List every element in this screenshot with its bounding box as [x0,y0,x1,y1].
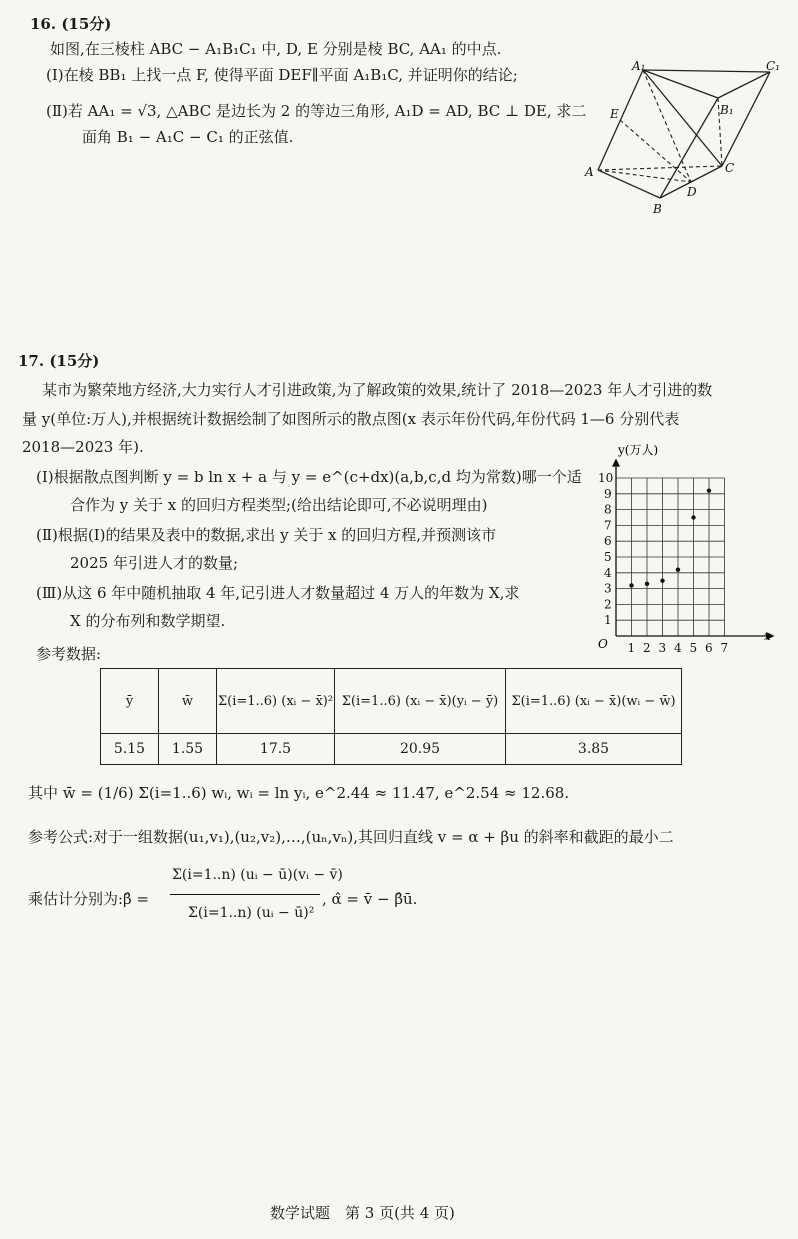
y-tick-label: 4 [604,565,612,580]
q17-part1-line2: 合作为 y 关于 x 的回归方程类型;(给出结论即可,不必说明理由) [70,496,488,514]
data-point [629,583,633,587]
label-b: B [653,202,662,216]
y-tick-label: 7 [604,518,612,533]
prism-figure [580,58,785,218]
table-value-row [101,734,682,765]
table-header-row [101,669,682,734]
q17-part1-line1: (Ⅰ)根据散点图判断 y = b ln x + a 与 y = e^(c+dx)(a,b,c,d 均为常数)哪一个适 [36,468,582,486]
value-cell-wbar: 1.55 [159,734,217,765]
data-point [645,582,649,586]
q17-part3-line1: (Ⅲ)从这 6 年中随机抽取 4 年,记引进人才数量超过 4 万人的年数为 X,求 [36,584,520,602]
q17-header: 17. (15分) [18,352,100,370]
y-tick-label: 6 [604,534,612,549]
data-point [691,515,695,519]
label-c: C [725,161,735,175]
y-axis-label: y(万人) [618,443,659,457]
edge-b1c1 [718,72,770,98]
y-tick-label: 2 [604,597,612,612]
q16-part1: (Ⅰ)在棱 BB₁ 上找一点 F, 使得平面 DEF∥平面 A₁B₁C, 并证明你的结论; [46,66,518,84]
label-e: E [610,107,619,121]
q17-para-line3: 2018—2023 年). [22,438,144,456]
q16-part2-line2: 面角 B₁ − A₁C − C₁ 的正弦值. [82,128,294,146]
header-cell-sxw: Σ(i=1..6) (xᵢ − x̄)(wᵢ − w̄) [506,669,682,734]
where-line: 其中 w̄ = (1/6) Σ(i=1..6) wᵢ, wᵢ = ln yᵢ, e^2.44 ≈ 11.47, e^2.54 ≈ 12.68. [28,784,570,802]
edge-a1d-hidden [643,70,691,182]
y-tick-label: 10 [598,471,614,485]
y-tick-label: 9 [604,486,612,501]
x-tick-label: 5 [689,641,698,655]
q16-part2-line1: (Ⅱ)若 AA₁ = √3, △ABC 是边长为 2 的等边三角形, A₁D = AD, BC ⊥ DE, 求二 [46,102,587,120]
edge-a1c1 [643,70,770,72]
label-b1: B₁ [720,103,734,117]
value-cell-sxx: 17.5 [217,734,335,765]
header-cell-sxy: Σ(i=1..6) (xᵢ − x̄)(yᵢ − ȳ) [335,669,506,734]
y-tick-label: 8 [604,502,612,517]
q17-part2-line1: (Ⅱ)根据(Ⅰ)的结果及表中的数据,求出 y 关于 x 的回归方程,并预测该市 [36,526,497,544]
header-cell-sxx: Σ(i=1..6) (xᵢ − x̄)² [217,669,335,734]
x-tick-label: 4 [674,641,682,655]
q16-stem: 如图,在三棱柱 ABC − A₁B₁C₁ 中, D, E 分别是棱 BC, AA₁ 的中点. [50,40,502,58]
edge-c1c [722,72,770,166]
ref-data-label: 参考数据: [36,645,102,663]
x-tick-label: 7 [720,641,729,655]
fraction-bar [170,894,320,895]
label-a1: A₁ [632,59,646,73]
origin-label: O [598,637,608,651]
y-tick-label: 3 [604,581,612,596]
edge-ac-hidden [598,166,722,170]
page-footer: 数学试题 第 3 页(共 4 页) [270,1204,455,1222]
x-tick-label: 6 [705,641,713,655]
q16-header: 16. (15分) [30,15,112,33]
scatter-chart [588,440,788,660]
q17-part3-line2: X 的分布列和数学期望. [70,612,226,630]
header-cell-ybar: ȳ [101,669,159,734]
data-point [676,567,680,571]
data-point [660,579,664,583]
x-tick-label: 3 [658,641,667,655]
formula-intro: 参考公式:对于一组数据(u₁,v₁),(u₂,v₂),…,(uₙ,vₙ),其回归直线 v = α + βu 的斜率和截距的最小二 [28,828,674,846]
value-cell-sxw: 3.85 [506,734,682,765]
reference-table [100,668,682,765]
value-cell-sxy: 20.95 [335,734,506,765]
x-tick-label: 2 [643,641,651,655]
y-axis-arrow [613,460,619,466]
formula-denominator: Σ(i=1..n) (uᵢ − ū)² [188,905,315,921]
formula-prefix: 乘估计分别为:β̂ = [28,890,150,908]
value-cell-ybar: 5.15 [101,734,159,765]
label-a: A [585,165,594,179]
x-axis-label: x [764,629,771,643]
edge-ed-hidden [620,120,691,182]
q17-para-line2: 量 y(单位:万人),并根据统计数据绘制了如图所示的散点图(x 表示年份代码,年份代码 1—6 分别代表 [22,410,680,428]
q17-part2-line2: 2025 年引进人才的数量; [70,554,238,572]
y-tick-label: 5 [604,550,612,564]
data-point [707,488,711,492]
label-d: D [687,185,697,199]
formula-suffix: , α̂ = v̄ − β̂ū. [322,890,418,908]
formula-numerator: Σ(i=1..n) (uᵢ − ū)(vᵢ − v̄) [172,867,343,883]
label-c1: C₁ [766,59,780,73]
x-tick-label: 1 [627,641,636,655]
q17-para-line1: 某市为繁荣地方经济,大力实行人才引进政策,为了解政策的效果,统计了 2018—2023 年人才引进的数 [42,381,713,399]
y-tick-label: 1 [604,613,612,628]
header-cell-wbar: w̄ [159,669,217,734]
